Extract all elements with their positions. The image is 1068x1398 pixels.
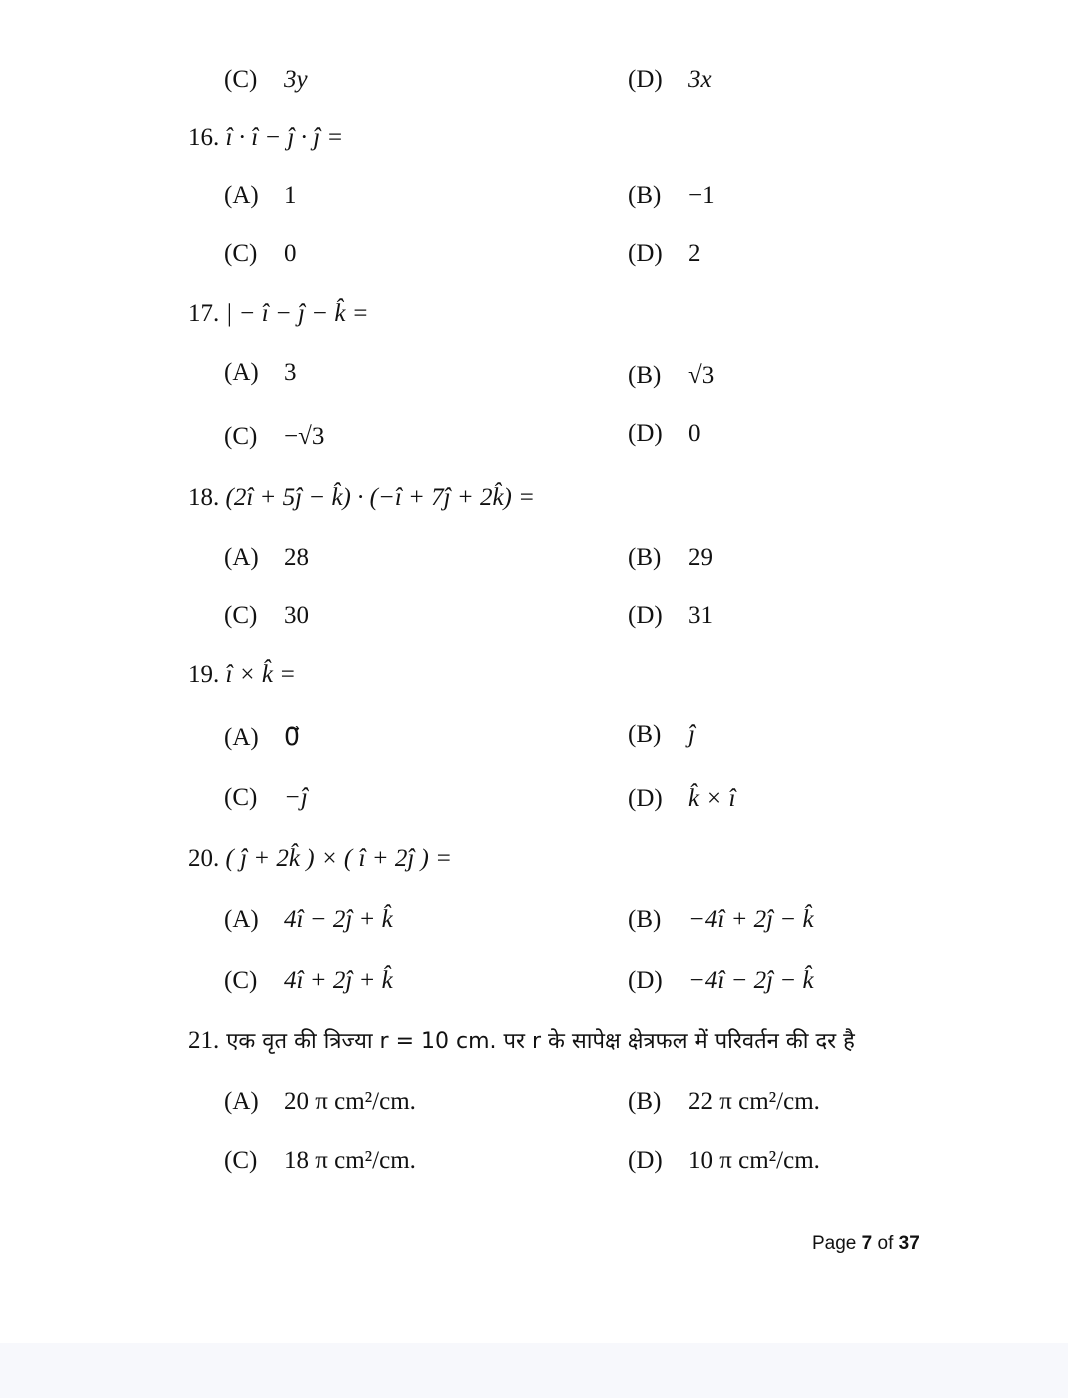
option-label: (B): [628, 544, 662, 571]
question-stem: î · î − ĵ · ĵ =: [225, 124, 344, 151]
option-16-c: [224, 238, 297, 270]
option-17-b: [628, 360, 715, 392]
option-value: k̂ × î: [688, 785, 736, 812]
option-17-d: [628, 418, 701, 450]
option-15-d: [628, 64, 712, 96]
question-number: 18.: [188, 484, 220, 511]
option-label: (C): [224, 967, 258, 994]
question-number: 21.: [188, 1027, 220, 1054]
option-label: (B): [628, 1088, 662, 1115]
option-value: 22 π cm²/cm.: [688, 1088, 820, 1115]
option-label: (A): [224, 906, 259, 933]
option-value: 3: [284, 359, 297, 386]
question-stem: एक वृत की त्रिज्या r = 10 cm. पर r के सापेक्ष क्षेत्रफल में परिवर्तन की दर है: [226, 1029, 855, 1054]
option-label: (B): [628, 362, 662, 389]
option-value: 29: [688, 544, 713, 571]
option-label: (D): [628, 785, 663, 812]
question-stem: ( ĵ + 2k̂ ) × ( î + 2ĵ ) =: [225, 845, 452, 872]
question-stem: (2î + 5ĵ − k̂) · (−î + 7ĵ + 2k̂) =: [225, 484, 535, 511]
option-21-a: [224, 1086, 416, 1118]
option-label: (C): [224, 1147, 258, 1174]
option-label: (B): [628, 182, 662, 209]
option-19-c: [224, 782, 308, 814]
option-19-d: [628, 783, 736, 815]
option-value: 28: [284, 544, 309, 571]
option-value: −1: [688, 182, 715, 209]
question-number: 17.: [188, 300, 220, 327]
option-label: (D): [628, 420, 663, 447]
option-value: 1: [284, 182, 297, 209]
option-label: (D): [628, 967, 663, 994]
option-value: 10 π cm²/cm.: [688, 1147, 820, 1174]
option-16-b: [628, 180, 715, 212]
question-stem: | − î − ĵ − k̂ =: [225, 300, 369, 327]
question-17: [188, 298, 369, 330]
option-18-c: [224, 600, 309, 632]
option-label: (D): [628, 240, 663, 267]
option-label: (D): [628, 602, 663, 629]
option-value: −√3: [284, 423, 325, 450]
option-value: 0: [688, 420, 701, 447]
option-value: 4î + 2ĵ + k̂: [284, 967, 393, 994]
option-label: (C): [224, 423, 258, 450]
option-value: 31: [688, 602, 713, 629]
option-value: 3x: [688, 66, 712, 93]
option-18-a: [224, 542, 309, 574]
page-total: 37: [898, 1233, 920, 1254]
option-value: √3: [688, 362, 715, 389]
option-label: (B): [628, 906, 662, 933]
option-label: (D): [628, 1147, 663, 1174]
option-value: 3y: [284, 66, 308, 93]
question-18: [188, 482, 535, 514]
option-value: 2: [688, 240, 701, 267]
option-label: (A): [224, 359, 259, 386]
option-label: (C): [224, 784, 258, 811]
option-value: 0⃗: [284, 724, 300, 751]
option-label: (C): [224, 602, 258, 629]
option-21-b: [628, 1086, 820, 1118]
option-16-d: [628, 238, 701, 270]
option-value: 18 π cm²/cm.: [284, 1147, 416, 1174]
option-20-b: [628, 904, 814, 936]
option-19-a: [224, 722, 300, 754]
option-20-c: [224, 965, 393, 997]
option-value: 4î − 2ĵ + k̂: [284, 906, 393, 933]
option-value: −4î − 2ĵ − k̂: [688, 967, 814, 994]
option-value: ĵ: [688, 721, 695, 748]
option-20-a: [224, 904, 393, 936]
option-21-d: [628, 1145, 820, 1177]
option-21-c: [224, 1145, 416, 1177]
option-label: (C): [224, 240, 258, 267]
option-value: 30: [284, 602, 309, 629]
question-20: [188, 843, 452, 875]
page-number: [812, 1233, 920, 1255]
option-value: −ĵ: [284, 784, 308, 811]
viewer-bottom-band: [0, 1343, 1068, 1398]
option-18-b: [628, 542, 713, 574]
option-value: 20 π cm²/cm.: [284, 1088, 416, 1115]
question-number: 19.: [188, 661, 220, 688]
page-prefix: Page: [812, 1233, 857, 1254]
option-label: (A): [224, 182, 259, 209]
option-label: (A): [224, 544, 259, 571]
option-17-a: [224, 357, 297, 389]
question-stem: î × k̂ =: [225, 661, 297, 688]
option-label: (A): [224, 1088, 259, 1115]
option-value: 0: [284, 240, 297, 267]
option-16-a: [224, 180, 297, 212]
option-18-d: [628, 600, 713, 632]
option-17-c: [224, 421, 325, 453]
question-21: [188, 1025, 855, 1058]
question-16: [188, 122, 343, 154]
option-20-d: [628, 965, 814, 997]
question-number: 16.: [188, 124, 220, 151]
option-19-b: [628, 719, 695, 751]
question-number: 20.: [188, 845, 220, 872]
option-label: (C): [224, 66, 258, 93]
page-of: of: [877, 1233, 894, 1254]
question-19: [188, 659, 296, 691]
option-15-c: [224, 64, 308, 96]
option-label: (B): [628, 721, 662, 748]
option-label: (D): [628, 66, 663, 93]
option-label: (A): [224, 724, 259, 751]
option-value: −4î + 2ĵ − k̂: [688, 906, 814, 933]
page-current: 7: [861, 1233, 873, 1254]
